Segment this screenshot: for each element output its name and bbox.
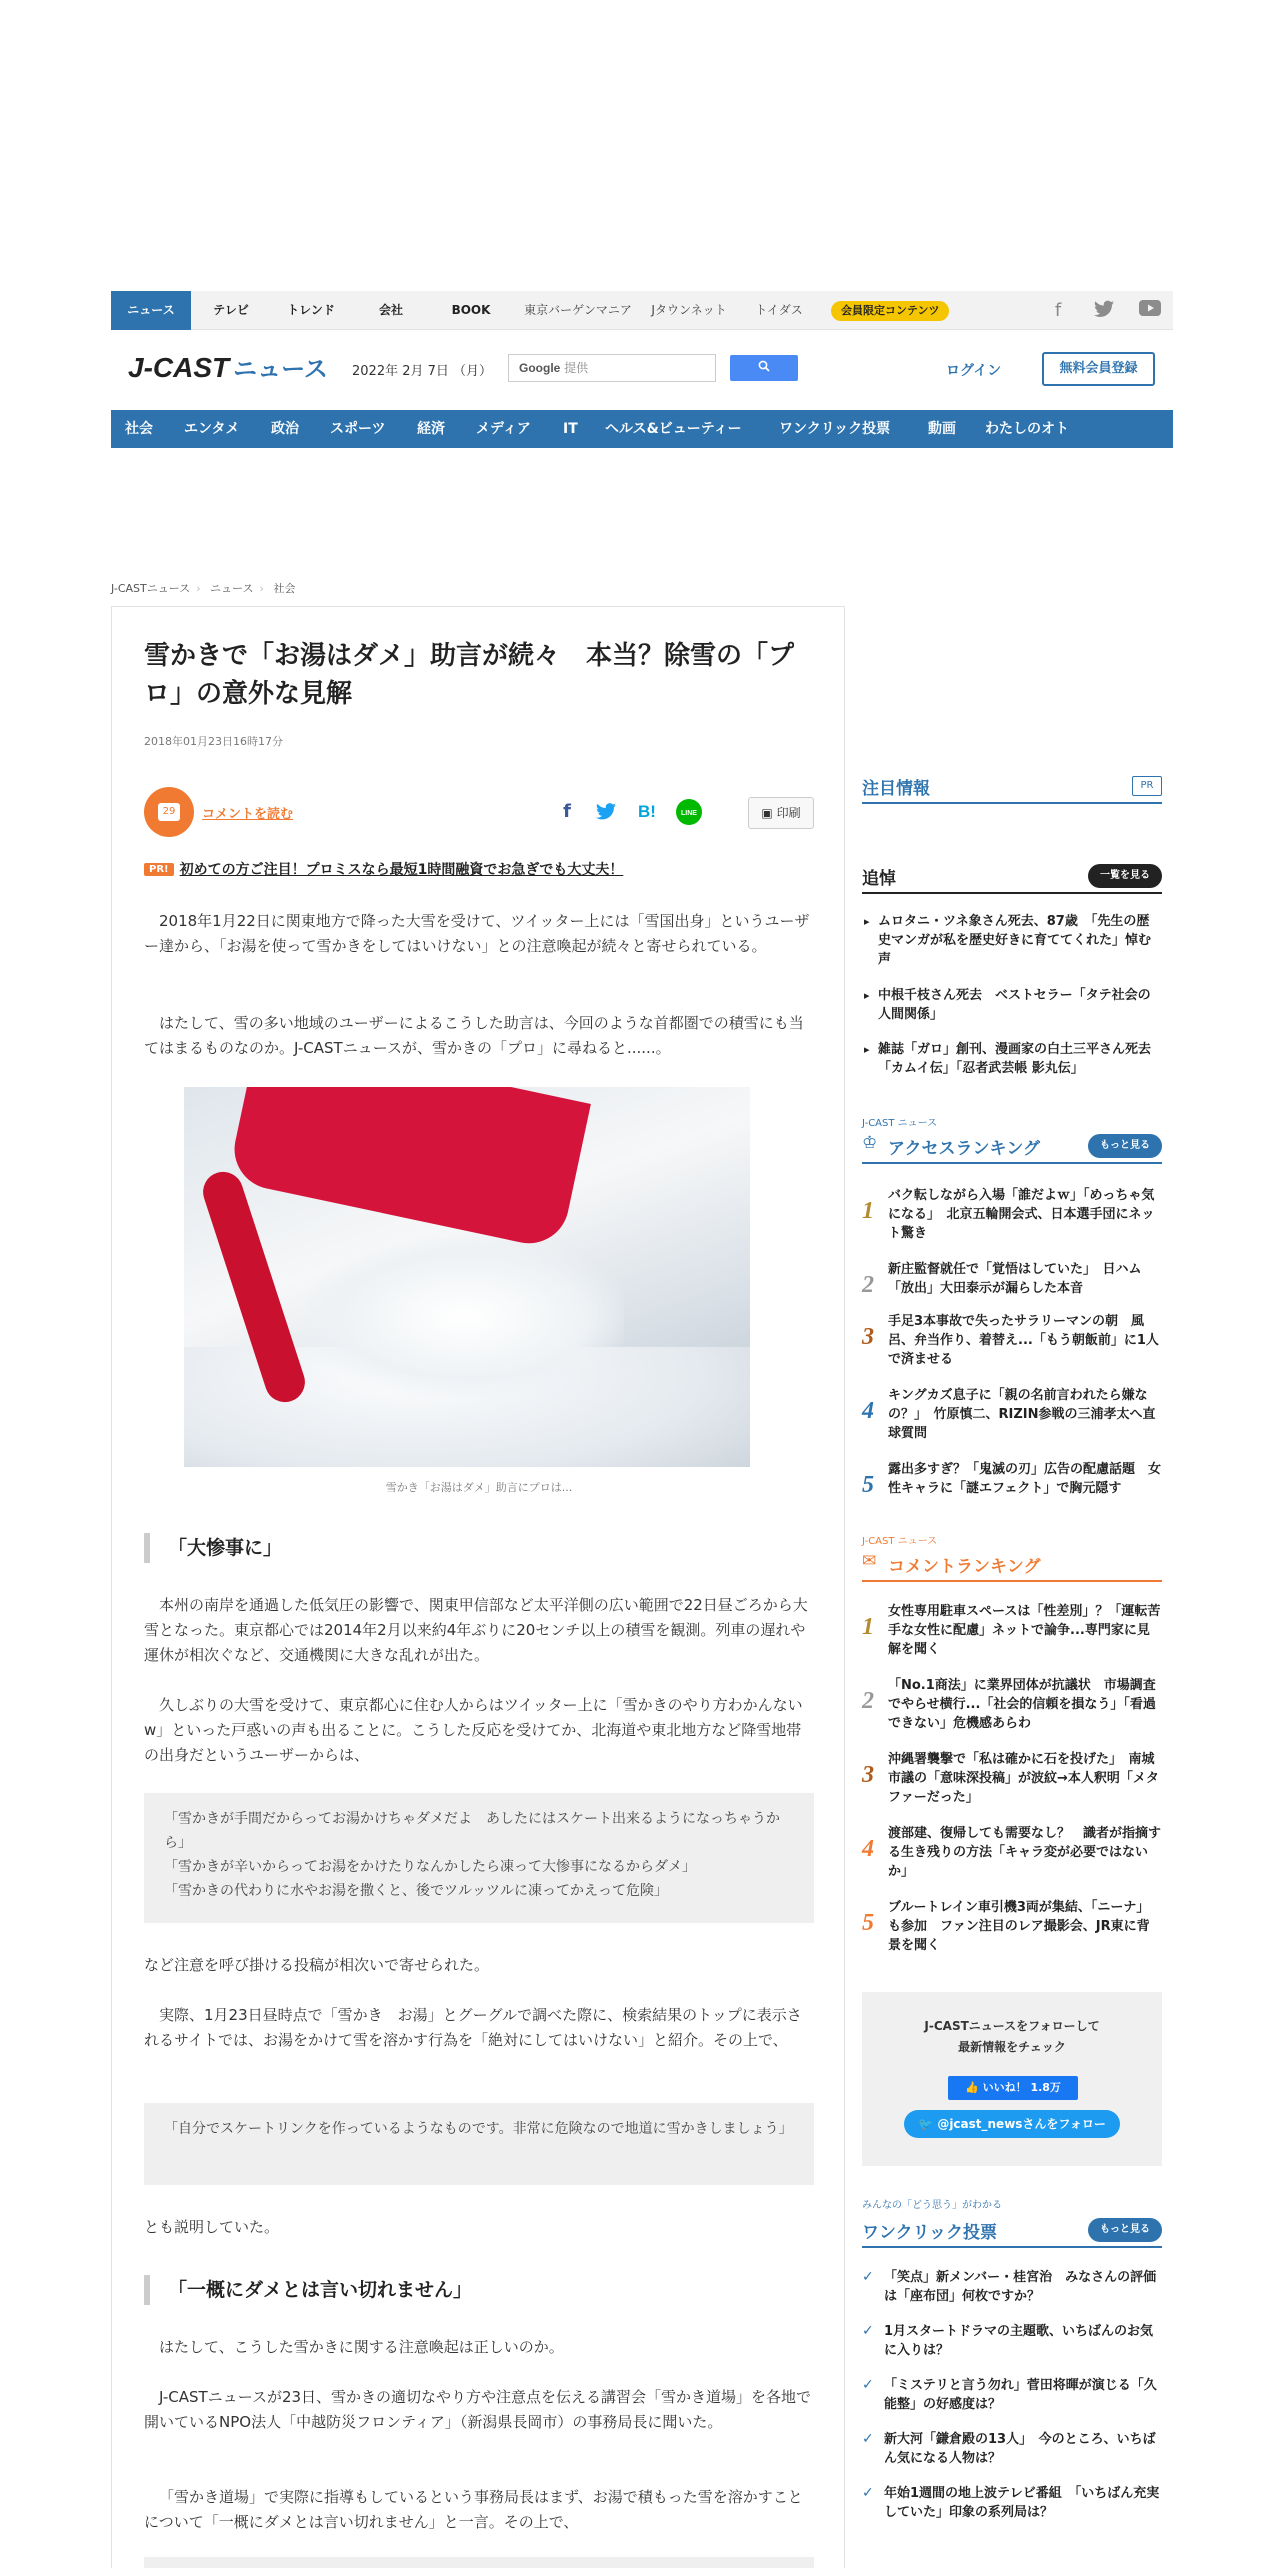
quote-line: 「自分でスケートリンクを作っているようなものです。非常に危険なので地道に雪かきしましょう」 bbox=[164, 2121, 793, 2137]
section-heading: 「一概にダメとは言い切れません」 bbox=[144, 2275, 814, 2305]
quote-block bbox=[144, 2557, 814, 2568]
comment-count-badge[interactable] bbox=[144, 787, 194, 837]
article bbox=[111, 606, 845, 2568]
access-ranking-kicker: J-CAST ニュース bbox=[862, 1118, 938, 1129]
thumbs-up-icon: 👍 bbox=[965, 2081, 979, 2094]
quote-line: 「雪かきが手間だからってお湯かけちゃダメだよ あしたにはスケート出来るようになっちゃうから」 bbox=[164, 1811, 780, 1851]
breadcrumb-news[interactable]: ニュース bbox=[210, 582, 254, 595]
tab-trend[interactable]: トレンド bbox=[287, 303, 335, 317]
comment-ranking-header: ✉ コメントランキング bbox=[862, 1548, 1162, 1582]
category-nav bbox=[111, 410, 1194, 448]
twitter-icon: 🐦 bbox=[918, 2117, 934, 2131]
category-watashi[interactable]: わたしのオト bbox=[985, 421, 1069, 437]
comment-ranking-item[interactable]: 1 女性専用駐車スペースは「性差別」？「運転苦手な女性に配慮」ネットで論争...専門家に見解を聞く bbox=[862, 1604, 1161, 1657]
comment-count: 29 bbox=[158, 803, 180, 821]
check-icon: ✓ bbox=[862, 2485, 874, 2501]
vote-item[interactable]: ✓ 年始1週間の地上波テレビ番組 「いちばん充実していた」印象の系列局は？ bbox=[862, 2485, 1160, 2520]
category-society[interactable]: 社会 bbox=[125, 421, 153, 437]
hatena-icon[interactable]: B! bbox=[638, 802, 656, 821]
tab-book[interactable]: BOOK bbox=[451, 303, 491, 317]
section-heading: 「大惨事に」 bbox=[144, 1533, 814, 1563]
breadcrumb: J-CASTニュース › ニュース › 社会 bbox=[111, 582, 296, 595]
vote-item[interactable]: ✓ 「笑点」新メンバー・桂宮治 みなさんの評価は「座布団」何枚ですか？ bbox=[862, 2269, 1157, 2304]
register-button[interactable]: 無料会員登録 bbox=[1042, 352, 1155, 386]
check-icon: ✓ bbox=[862, 2377, 874, 2393]
search-button[interactable] bbox=[730, 355, 798, 381]
access-ranking-header: ♔ アクセスランキング もっと見る bbox=[862, 1130, 1162, 1164]
category-media[interactable]: メディア bbox=[476, 421, 531, 437]
tab-company[interactable]: 会社 bbox=[378, 303, 403, 317]
youtube-icon[interactable] bbox=[1139, 300, 1161, 322]
photo-caption: 雪かき「お湯はダメ」助言にプロは... bbox=[385, 1481, 573, 1494]
quote-line: 「雪かきが辛いからってお湯をかけたりなんかしたら凍って大惨事になるからダメ」 bbox=[164, 1859, 696, 1875]
pr-ad-line[interactable]: PR! 初めての方ご注目！プロミスなら最短1時間融資でお急ぎでも大丈夫！ bbox=[144, 859, 623, 879]
article-title: 雪かきで「お湯はダメ」助言が続々 本当？除雪の「プロ」の意外な見解 bbox=[144, 641, 795, 709]
vote-item[interactable]: ✓ 新大河「鎌倉殿の13人」 今のところ、いちばん気になる人物は？ bbox=[862, 2431, 1156, 2466]
breadcrumb-home[interactable]: J-CASTニュース bbox=[111, 582, 191, 595]
comment-ranking-item[interactable]: 4 渡部建、復帰しても需要なし？ 識者が指摘する生き残りの方法「キャラ変が必要ではないか」 bbox=[862, 1826, 1162, 1879]
obituary-item[interactable]: ▸ 中根千枝さん死去 ベストセラー「タテ社会の人間関係」 bbox=[862, 986, 1162, 1024]
member-content-badge[interactable]: 会員限定コンテンツ bbox=[831, 301, 949, 321]
attention-header: 注目情報 PR bbox=[862, 770, 1162, 804]
article-photo bbox=[184, 1087, 750, 1467]
category-politics[interactable]: 政治 bbox=[271, 421, 299, 437]
tab-news[interactable]: ニュース bbox=[111, 291, 191, 330]
vote-item[interactable]: ✓ 1月スタートドラマの主題歌、いちばんのお気に入りは？ bbox=[862, 2323, 1154, 2358]
vote-header: ワンクリック投票 もっと見る bbox=[862, 2214, 1162, 2248]
article-paragraph: 2018年1月22日に関東地方で降った大雪を受けて、ツイッター上には「雪国出身」というユーザー達から、「お湯を使って雪かきをしてはいけない」との注意喚起が続々と寄せられている。 bbox=[144, 912, 810, 955]
comment-ranking-item[interactable]: 3 沖縄署襲撃で「私は確かに石を投げた」 南城市議の「意味深投稿」が波紋→本人釈明「メタファーだった」 bbox=[862, 1752, 1159, 1805]
print-button[interactable]: ▣ 印刷 bbox=[748, 797, 814, 829]
svg-text:LINE: LINE bbox=[681, 810, 697, 817]
comment-bubble-icon: ✉ bbox=[862, 1551, 877, 1571]
category-it[interactable]: IT bbox=[563, 421, 578, 437]
tab-bargain[interactable]: 東京バーゲンマニア bbox=[524, 303, 632, 317]
article-paragraph: など注意を呼び掛ける投稿が相次いで寄せられた。 bbox=[144, 1956, 490, 1974]
article-paragraph: 実際、1月23日昼時点で「雪かき お湯」とグーグルで調べた際に、検索結果のトップに表示されるサイトでは、お湯をかけて雪を溶かす行為を「絶対にしてはいけない」と紹介。その上で、 bbox=[144, 2006, 802, 2049]
article-paragraph: はたして、雪の多い地域のユーザーによるこうした助言は、今回のような首都圏での積雪にも当てはまるものなのか。J-CASTニュースが、雪かきの「プロ」に尋ねると......。 bbox=[144, 1014, 804, 1057]
category-sports[interactable]: スポーツ bbox=[330, 421, 386, 437]
comment-ranking-item[interactable]: 2 「No.1商法」に業界団体が抗議状 市場調査でやらせ横行...「社会的信頼を損なう」「看過できない」危機感あらわ bbox=[862, 1678, 1156, 1731]
follow-box bbox=[862, 1992, 1162, 2166]
obituary-more-button[interactable]: 一覧を見る bbox=[1088, 864, 1162, 888]
facebook-icon[interactable]: f bbox=[1054, 300, 1062, 321]
quote-block bbox=[144, 1793, 814, 1923]
article-paragraph: 「雪かき道場」で実際に指導もしているという事務局長はまず、お湯で積もった雪を溶かすことについて「一概にダメとは言い切れません」と一言。その上で、 bbox=[144, 2488, 803, 2531]
article-paragraph: J-CASTニュースが23日、雪かきの適切なやり方や注意点を伝える講習会「雪かき道場」を各地で開いているNPO法人「中越防災フロンティア」（新潟県長岡市）の事務局長に聞いた。 bbox=[144, 2388, 812, 2431]
category-health[interactable]: ヘルス&ビューティー bbox=[605, 421, 742, 437]
search-icon bbox=[758, 360, 770, 372]
comment-ranking-kicker: J-CAST ニュース bbox=[862, 1536, 938, 1547]
article-paragraph: はたして、こうした雪かきに関する注意喚起は正しいのか。 bbox=[159, 2338, 564, 2356]
current-date: 2022年 2月 7日 （月） bbox=[352, 364, 493, 379]
vote-more-button[interactable]: もっと見る bbox=[1088, 2218, 1162, 2242]
login-link[interactable]: ログイン bbox=[946, 363, 1002, 379]
article-paragraph: 久しぶりの大雪を受けて、東京都心に住む人からはツイッター上に「雪かきのやり方わかんないw」といった戸惑いの声も出ることに。こうした反応を受けてか、北海道や東北地方など降雪地帯の出身だというユーザーからは、 bbox=[144, 1696, 803, 1764]
category-vote[interactable]: ワンクリック投票 bbox=[779, 421, 891, 437]
access-ranking-more-button[interactable]: もっと見る bbox=[1088, 1134, 1162, 1158]
line-icon[interactable] bbox=[676, 799, 702, 825]
follow-text: J-CASTニュースをフォローして 最新情報をチェック bbox=[924, 2019, 1100, 2054]
breadcrumb-society[interactable]: 社会 bbox=[273, 582, 296, 595]
vote-kicker: みんなの「どう思う」がわかる bbox=[862, 2200, 1002, 2211]
ranking-item[interactable]: 2 新庄監督就任で「覚悟はしていた」 日ハム「放出」大田泰示が漏らした本音 bbox=[862, 1262, 1142, 1298]
check-icon: ✓ bbox=[862, 2269, 874, 2285]
vote-item[interactable]: ✓ 「ミステリと言う勿れ」菅田将暉が演じる「久能整」の好感度は？ bbox=[862, 2377, 1157, 2412]
twitter-follow-button[interactable]: 🐦 @jcast_newsさんをフォロー bbox=[904, 2110, 1120, 2138]
comment-ranking-item[interactable]: 5 ブルートレイン車引機3両が集結、「ニーナ」も参加 ファン注目のレア撮影会、JR東に背景を聞く bbox=[862, 1900, 1150, 1953]
check-icon: ✓ bbox=[862, 2323, 874, 2339]
category-pr-label: PR bbox=[1183, 410, 1194, 419]
twitter-icon[interactable] bbox=[593, 799, 619, 825]
ranking-icon: ♔ bbox=[862, 1133, 878, 1153]
ranking-item[interactable]: 4 キングカズ息子に「親の名前言われたら嫌なの？」 竹原慎二、RIZIN参戦の三浦孝太へ直球質問 bbox=[862, 1388, 1156, 1441]
print-icon: ▣ bbox=[761, 806, 773, 820]
top-nav bbox=[111, 291, 1173, 330]
article-date: 2018年01月23日16時17分 bbox=[144, 735, 283, 748]
site-logo[interactable]: J-CAST ニュース bbox=[128, 352, 328, 383]
tab-toidas[interactable]: トイダス bbox=[755, 303, 803, 317]
article-paragraph: とも説明していた。 bbox=[144, 2218, 280, 2236]
obituary-item[interactable]: ▸ ムロタニ・ツネ象さん死去、87歳 「先生の歴史マンガが私を歴史好きに育ててくれた」悼む声 bbox=[862, 912, 1162, 969]
obituary-header: 追悼 一覧を見る bbox=[862, 860, 1162, 894]
article-paragraph: 本州の南岸を通過した低気圧の影響で、関東甲信部など太平洋側の広い範囲で22日昼ごろから大雪となった。東京都心では2014年2月以来約4年ぶりに20センチ以上の積雪を観測。列車の遅れや運休が相次ぐなど、交通機関に大きな乱れが出た。 bbox=[144, 1596, 808, 1664]
ranking-item[interactable]: 5 露出多すぎ？「鬼滅の刃」広告の配慮話題 女性キャラに「謎エフェクト」で胸元隠す bbox=[862, 1462, 1162, 1498]
obituary-item[interactable]: ▸ 雑誌「ガロ」創刊、漫画家の白土三平さん死去 「カムイ伝」「忍者武芸帳 影丸伝」 bbox=[862, 1040, 1162, 1078]
pr-tag: PR bbox=[1132, 776, 1162, 796]
quote-line: 「雪かきの代わりに水やお湯を撒くと、後でツルッツルに凍ってかえって危険」 bbox=[164, 1883, 668, 1899]
tab-tv[interactable]: テレビ bbox=[213, 303, 249, 317]
read-comments-link[interactable]: コメントを読む bbox=[202, 807, 294, 822]
check-icon: ✓ bbox=[862, 2431, 874, 2447]
ranking-item[interactable]: 1 バク転しながら入場「誰だよｗ」「めっちゃ気になる」 北京五輪開会式、日本選手団にネット驚き bbox=[862, 1188, 1155, 1241]
tab-jtown[interactable]: Jタウンネット bbox=[651, 303, 727, 317]
ranking-item[interactable]: 3 手足3本事故で失ったサラリーマンの朝 風呂、弁当作り、着替え...「もう朝飯前」に1人で済ませる bbox=[862, 1314, 1159, 1367]
search-input[interactable]: Google 提供 bbox=[508, 354, 716, 382]
category-entertainment[interactable]: エンタメ bbox=[184, 421, 240, 437]
category-economy[interactable]: 経済 bbox=[417, 421, 445, 437]
quote-block bbox=[144, 2103, 814, 2185]
twitter-icon[interactable] bbox=[1093, 300, 1115, 322]
category-video[interactable]: 動画 bbox=[928, 421, 956, 437]
facebook-icon[interactable]: f bbox=[563, 801, 571, 822]
facebook-like-button[interactable]: 👍 いいね！ 1.8万 bbox=[948, 2076, 1078, 2100]
